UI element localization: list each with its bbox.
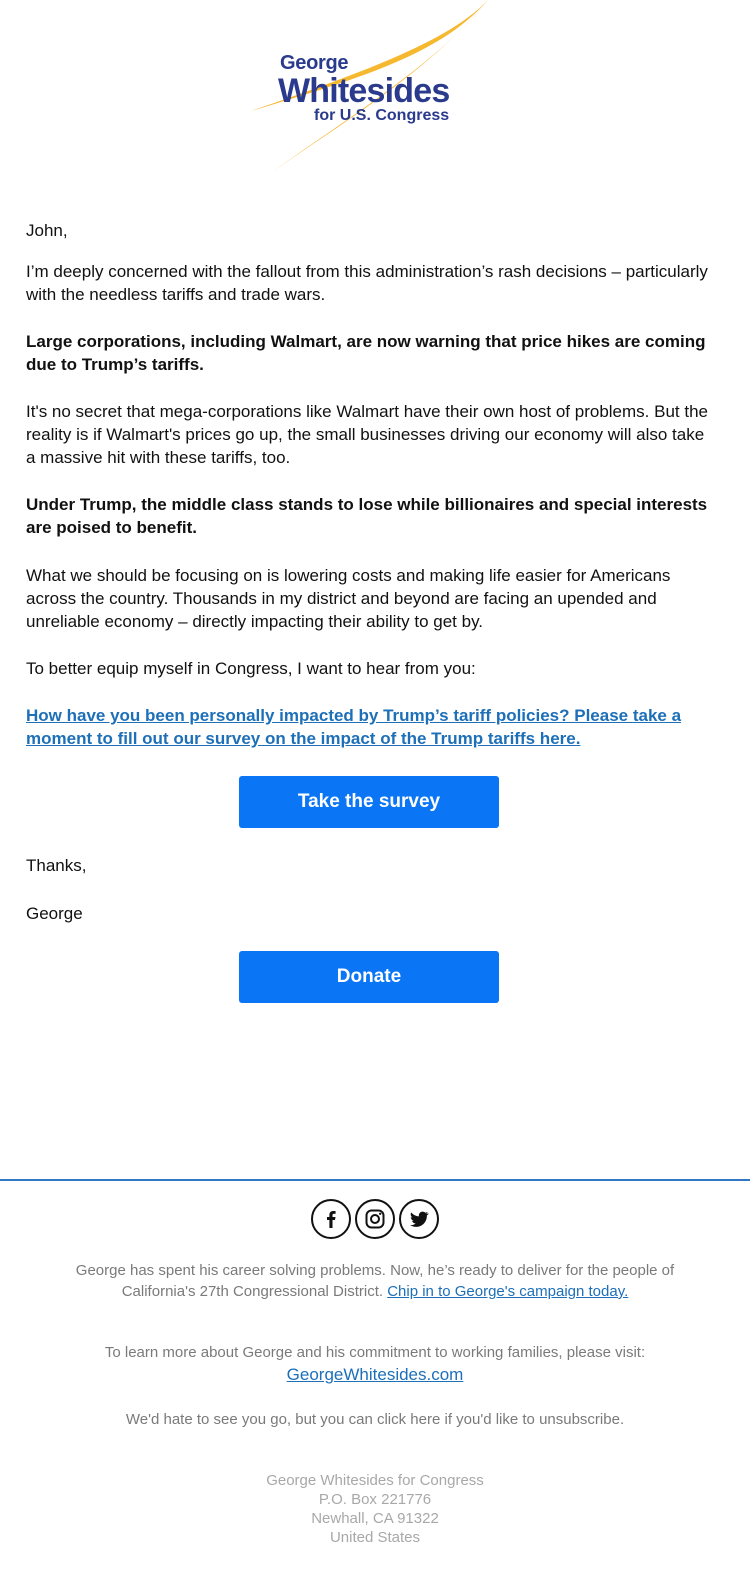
thanks-text: Thanks, (26, 856, 87, 875)
survey-link[interactable]: How have you been personally impacted by Trump’s tariff policies? Please take a moment to fill out our survey on the impact of the Trump tariffs here. (26, 706, 682, 748)
greeting: John, (26, 221, 68, 240)
footer-about-text: George has spent his career solving problems. Now, he’s ready to deliver for the people of California's 27th Congressional District. (75, 1262, 675, 1300)
survey-paragraph (26, 704, 716, 750)
chip-in-link[interactable]: Chip in to George's campaign today. (387, 1283, 629, 1300)
address-line: United States (329, 1529, 421, 1546)
footer-learn-more (75, 1342, 675, 1387)
instagram-icon[interactable] (355, 1199, 395, 1239)
campaign-logo (240, 0, 500, 180)
donate-button[interactable]: Donate (239, 951, 499, 1003)
social-links (0, 1199, 750, 1241)
take-survey-button[interactable]: Take the survey (239, 776, 499, 828)
logo-line-first-name: George (280, 52, 349, 74)
address-line: P.O. Box 221776 (318, 1491, 432, 1508)
twitter-icon[interactable] (399, 1199, 439, 1239)
logo-line-office: for U.S. Congress (314, 107, 450, 124)
footer-learn-text: To learn more about George and his commitment to working families, please visit: (104, 1344, 646, 1361)
footer-about (75, 1260, 675, 1302)
unsubscribe-text[interactable]: We'd hate to see you go, but you can click here if you'd like to unsubscribe. (125, 1411, 625, 1428)
footer-address (75, 1471, 675, 1547)
facebook-icon[interactable] (311, 1199, 351, 1239)
address-line: Newhall, CA 91322 (311, 1510, 439, 1527)
paragraph-middle-class: Under Trump, the middle class stands to lose while billionaires and special interests are poised to benefit. (26, 495, 708, 537)
paragraph-lowering-costs: What we should be focusing on is lowering costs and making life easier for Americans across the country. Thousands in my district and beyond are facing an upended and unreliable economy – directly impacting their ability to get by. (26, 566, 671, 631)
address-line: George Whitesides for Congress (266, 1472, 484, 1489)
logo-line-last-name: Whitesides (278, 72, 450, 110)
paragraph-hear-from-you: To better equip myself in Congress, I want to hear from you: (26, 659, 476, 678)
footer-divider (0, 1179, 750, 1181)
website-link[interactable]: GeorgeWhitesides.com (286, 1365, 464, 1384)
paragraph-concern: I’m deeply concerned with the fallout from this administration’s rash decisions – particularly with the needless tariffs and trade wars. (26, 262, 708, 304)
paragraph-walmart-warning: Large corporations, including Walmart, are now warning that price hikes are coming due to Trump’s tariffs. (26, 332, 706, 374)
signature: George (26, 904, 83, 923)
paragraph-mega-corporations: It's no secret that mega-corporations like Walmart have their own host of problems. But the reality is if Walmart's prices go up, the small businesses driving our economy will also take a massive hit with these tariffs, too. (26, 402, 708, 467)
